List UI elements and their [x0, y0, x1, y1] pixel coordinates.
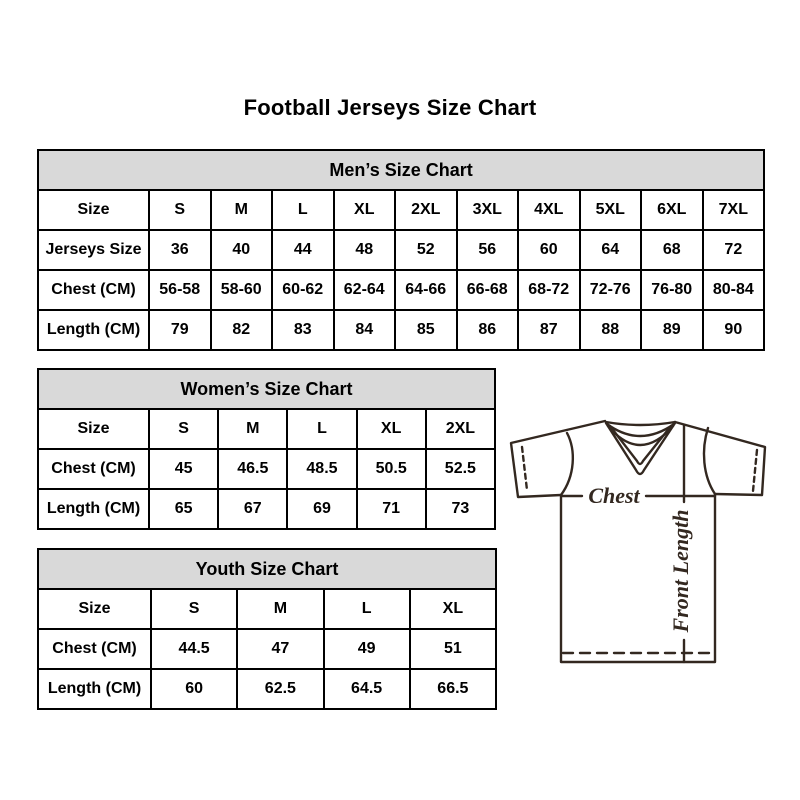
table-cell: 85 [395, 310, 457, 350]
table-cell: 47 [237, 629, 323, 669]
table-cell: 51 [410, 629, 496, 669]
row-label: Size [38, 589, 151, 629]
table-cell: 66.5 [410, 669, 496, 709]
table-cell: M [211, 190, 273, 230]
row-label: Size [38, 190, 149, 230]
table-cell: 49 [324, 629, 410, 669]
table-cell: 80-84 [703, 270, 765, 310]
table-row [38, 409, 495, 449]
table-cell: S [149, 409, 218, 449]
table-cell: 7XL [703, 190, 765, 230]
table-row [38, 190, 764, 230]
jersey-collar-top [606, 422, 675, 425]
table-cell: M [218, 409, 287, 449]
row-label: Length (CM) [38, 489, 149, 529]
front-length-measure-label: Front Length [668, 509, 693, 633]
table-cell: XL [334, 190, 396, 230]
table-cell: XL [410, 589, 496, 629]
table-cell: 83 [272, 310, 334, 350]
table-cell: 72-76 [580, 270, 642, 310]
table-row [38, 669, 496, 709]
row-label: Chest (CM) [38, 449, 149, 489]
left-cuff-dashed-line [522, 447, 527, 490]
table-row [38, 489, 495, 529]
table-cell: 44.5 [151, 629, 237, 669]
table-cell: 3XL [457, 190, 519, 230]
table-row [38, 589, 496, 629]
table-cell: 89 [641, 310, 703, 350]
table-cell: 64-66 [395, 270, 457, 310]
table-cell: 48.5 [287, 449, 356, 489]
table-cell: 56 [457, 230, 519, 270]
table-cell: 40 [211, 230, 273, 270]
table-cell: 44 [272, 230, 334, 270]
table-cell: 73 [426, 489, 495, 529]
table-cell: M [237, 589, 323, 629]
table-header-row [38, 369, 495, 409]
table-cell: 88 [580, 310, 642, 350]
table-cell: 64 [580, 230, 642, 270]
table-cell: XL [357, 409, 426, 449]
row-label: Length (CM) [38, 669, 151, 709]
table-cell: 2XL [395, 190, 457, 230]
table-cell: L [287, 409, 356, 449]
table-cell: 76-80 [641, 270, 703, 310]
table-cell: 60 [151, 669, 237, 709]
table-cell: 50.5 [357, 449, 426, 489]
table-cell: 45 [149, 449, 218, 489]
table-cell: 62.5 [237, 669, 323, 709]
table-row [38, 629, 496, 669]
jersey-right-armhole-seam [704, 428, 715, 494]
womens-table-title: Women’s Size Chart [38, 369, 495, 409]
jersey-left-armhole-seam [561, 433, 573, 495]
table-cell: S [149, 190, 211, 230]
row-label: Length (CM) [38, 310, 149, 350]
table-cell: 68-72 [518, 270, 580, 310]
table-cell: 84 [334, 310, 396, 350]
table-cell: 87 [518, 310, 580, 350]
mens-table-title: Men’s Size Chart [38, 150, 764, 190]
table-cell: 46.5 [218, 449, 287, 489]
table-cell: 72 [703, 230, 765, 270]
table-cell: 58-60 [211, 270, 273, 310]
table-cell: 71 [357, 489, 426, 529]
table-cell: 48 [334, 230, 396, 270]
table-cell: L [324, 589, 410, 629]
table-cell: 5XL [580, 190, 642, 230]
table-cell: 67 [218, 489, 287, 529]
table-cell: 66-68 [457, 270, 519, 310]
table-cell: 82 [211, 310, 273, 350]
table-cell: 4XL [518, 190, 580, 230]
table-cell: 79 [149, 310, 211, 350]
row-label: Chest (CM) [38, 629, 151, 669]
youth-size-table [37, 548, 497, 710]
row-label: Chest (CM) [38, 270, 149, 310]
page-title: Football Jerseys Size Chart [243, 95, 537, 120]
table-header-row [38, 549, 496, 589]
jersey-measurement-diagram [505, 400, 775, 670]
table-cell: 52 [395, 230, 457, 270]
jersey-icon [505, 400, 775, 670]
table-cell: 2XL [426, 409, 495, 449]
table-cell: 60-62 [272, 270, 334, 310]
table-cell: 60 [518, 230, 580, 270]
table-header-row [38, 150, 764, 190]
womens-size-table [37, 368, 496, 530]
table-cell: 86 [457, 310, 519, 350]
table-row [38, 270, 764, 310]
jersey-right-sleeve [675, 422, 765, 495]
table-cell: 69 [287, 489, 356, 529]
table-cell: 68 [641, 230, 703, 270]
table-cell: 36 [149, 230, 211, 270]
table-cell: 52.5 [426, 449, 495, 489]
right-cuff-dashed-line [753, 450, 757, 491]
table-row [38, 310, 764, 350]
table-cell: 62-64 [334, 270, 396, 310]
table-cell: 56-58 [149, 270, 211, 310]
table-cell: 90 [703, 310, 765, 350]
row-label: Jerseys Size [38, 230, 149, 270]
table-cell: 64.5 [324, 669, 410, 709]
table-cell: 65 [149, 489, 218, 529]
chest-measure-label: Chest [588, 483, 640, 508]
mens-size-table [37, 149, 765, 351]
table-cell: L [272, 190, 334, 230]
youth-table-title: Youth Size Chart [38, 549, 496, 589]
table-cell: 6XL [641, 190, 703, 230]
table-cell: S [151, 589, 237, 629]
row-label: Size [38, 409, 149, 449]
table-row [38, 449, 495, 489]
table-row [38, 230, 764, 270]
